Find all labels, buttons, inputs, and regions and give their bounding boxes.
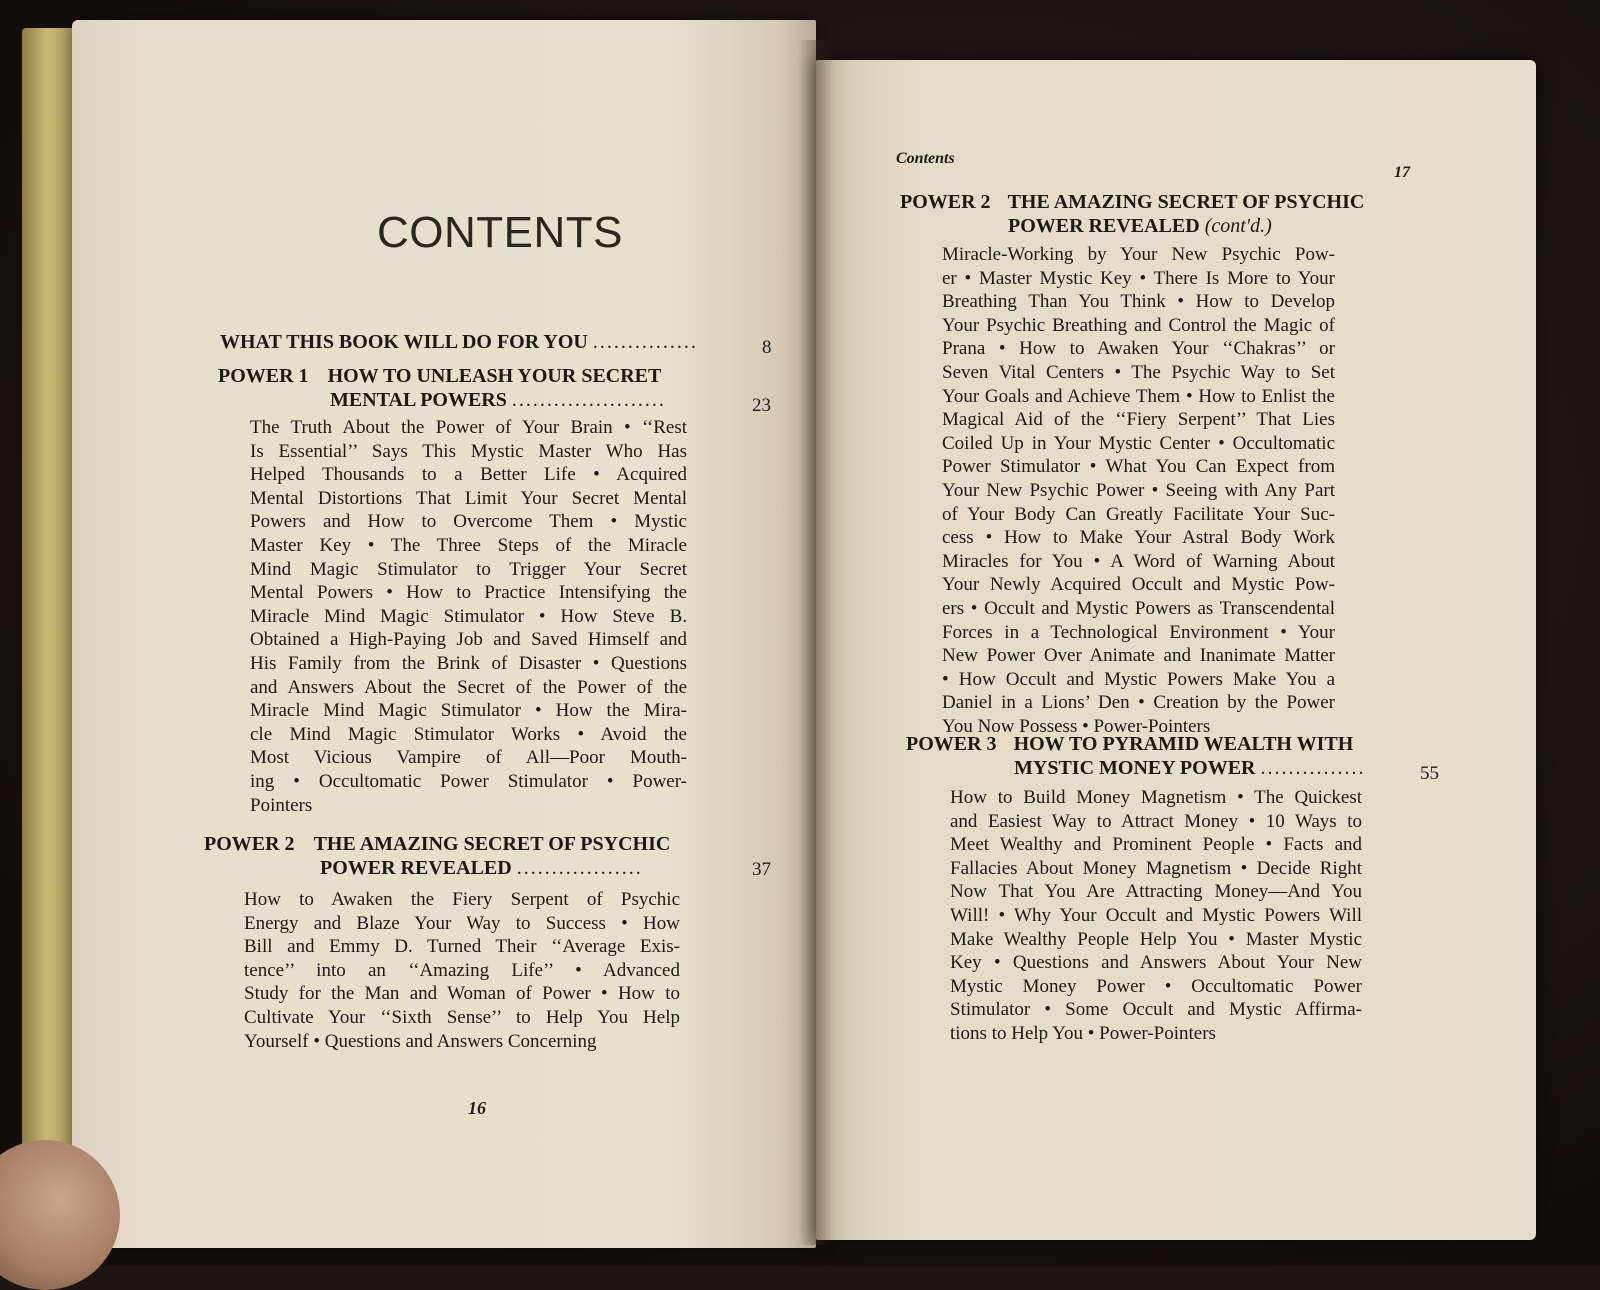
chapter-title-line-2: MYSTIC MONEY POWER (1014, 757, 1256, 779)
chapter-title-line-1: HOW TO UNLEASH YOUR SECRET (327, 365, 662, 387)
description-line: Breathing Than You Think • How to Develop (942, 291, 1335, 313)
description-line: Is Essential’’ Says This Mystic Master Who Has (250, 440, 687, 462)
page-number: 8 (762, 337, 772, 358)
chapter-label: POWER 3 (906, 733, 997, 755)
description-line: Meet Wealthy and Prominent People • Facts and (950, 834, 1362, 856)
description-line: and Easiest Way to Attract Money • 10 Ways to (950, 810, 1362, 832)
description-line: Powers and How to Overcome Them • Mystic (250, 511, 687, 533)
page-number: 55 (1420, 763, 1439, 784)
chapter-title-line-1: THE AMAZING SECRET OF PSYCHIC (313, 833, 671, 855)
description-line: Now That You Are Attracting Money—And You (950, 881, 1362, 903)
description-line: Miracles for You • A Word of Warning About (942, 550, 1335, 572)
description-line: cle Mind Magic Stimulator Works • Avoid the (250, 723, 687, 745)
chapter-label: POWER 2 (204, 833, 295, 855)
description-line: How to Build Money Magnetism • The Quickest (950, 787, 1362, 808)
description-line: Mental Distortions That Limit Your Secret Mental (250, 487, 687, 509)
description-line: Make Wealthy People Help You • Master Mystic (950, 928, 1362, 950)
chapter-title-line-1: HOW TO PYRAMID WEALTH WITH (1013, 733, 1354, 755)
description-line: Your Newly Acquired Occult and Mystic Pow- (942, 574, 1335, 596)
description-line: tions to Help You • Power-Pointers (950, 1022, 1216, 1044)
description-line: Your New Psychic Power • Seeing with Any Part (942, 479, 1335, 501)
description-line: Your Psychic Breathing and Control the Magic of (942, 314, 1335, 336)
toc-entry-power-2 (204, 832, 774, 880)
description-line: er • Master Mystic Key • There Is More to Your (942, 267, 1335, 289)
description-line: Cultivate Your ‘‘Sixth Sense’’ to Help You Help (244, 1006, 680, 1028)
dot-leader: ...................... (511, 389, 666, 411)
description-line: Power Stimulator • What You Can Expect from (942, 456, 1335, 478)
description-line: Your Goals and Achieve Them • How to Enlist the (942, 385, 1335, 407)
page-number: 23 (752, 395, 771, 416)
description-line: Bill and Emmy D. Turned Their ‘‘Average Exis- (244, 936, 680, 958)
description-line: tence’’ into an ‘‘Amazing Life’’ • Advanced (244, 959, 680, 981)
chapter-label: POWER 2 (900, 191, 991, 213)
description-line: New Power Over Animate and Inanimate Matter (942, 645, 1335, 667)
description-line: Mind Magic Stimulator to Trigger Your Secret (250, 558, 687, 580)
chapter-title-line-1: THE AMAZING SECRET OF PSYCHIC (1007, 191, 1365, 213)
description-line: of Your Body Can Greatly Facilitate Your Suc- (942, 503, 1335, 525)
description-line: Yourself • Questions and Answers Concerning (244, 1030, 597, 1052)
description-line: His Family from the Brink of Disaster • Questions (250, 652, 687, 674)
contents-heading: CONTENTS (377, 208, 623, 257)
description-line: The Truth About the Power of Your Brain • ‘‘Rest (250, 417, 687, 438)
description-line: Seven Vital Centers • The Psychic Way to Set (942, 361, 1335, 383)
description-line: Master Key • The Three Steps of the Miracle (250, 534, 687, 556)
chapter-title-line-2: POWER REVEALED (1008, 215, 1200, 237)
dot-leader: ............... (592, 331, 698, 353)
description-line: Prana • How to Awaken Your ‘‘Chakras’’ or (942, 338, 1335, 360)
chapter-description-power-1 (250, 416, 687, 817)
description-line: Obtained a High-Paying Job and Saved Himself and (250, 629, 687, 651)
description-line: Fallacies About Money Magnetism • Decide Right (950, 857, 1362, 879)
toc-entry-power-1 (218, 364, 778, 416)
continued-marker: (cont'd.) (1204, 215, 1272, 237)
description-line: Helped Thousands to a Better Life • Acquired (250, 464, 687, 486)
chapter-description-power-3 (950, 786, 1362, 1046)
description-line: You Now Possess • Power-Pointers (942, 715, 1211, 737)
description-line: Pointers (250, 794, 313, 816)
description-line: Study for the Man and Woman of Power • How to (244, 983, 680, 1005)
description-line: Energy and Blaze Your Way to Success • How (244, 912, 680, 934)
description-line: Most Vicious Vampire of All—Poor Mouth- (250, 747, 687, 769)
chapter-title-line-2: POWER REVEALED (320, 857, 512, 879)
toc-entry-title: WHAT THIS BOOK WILL DO FOR YOU (220, 331, 588, 353)
dot-leader: ............... (1260, 757, 1366, 779)
description-line: Miracle Mind Magic Stimulator • How Steve B. (250, 605, 687, 627)
description-line: Mystic Money Power • Occultomatic Power (950, 975, 1362, 997)
description-line: Coiled Up in Your Mystic Center • Occultomatic (942, 432, 1335, 454)
description-line: Forces in a Technological Environment • Your (942, 621, 1335, 643)
page-number-right: 17 (1394, 164, 1410, 181)
description-line: • How Occult and Mystic Powers Make You a (942, 668, 1335, 690)
description-line: cess • How to Make Your Astral Body Work (942, 527, 1335, 549)
page-number-left: 16 (468, 1098, 486, 1118)
description-line: Daniel in a Lions’ Den • Creation by the Power (942, 692, 1335, 714)
description-line: Mental Powers • How to Practice Intensifying the (250, 582, 687, 604)
chapter-description-power-2-contd (942, 243, 1335, 738)
description-line: Miracle-Working by Your New Psychic Pow- (942, 244, 1335, 265)
toc-entry-power-3 (906, 732, 1446, 784)
description-line: ers • Occult and Mystic Powers as Transcendental (942, 597, 1335, 619)
chapter-title-line-2: MENTAL POWERS (330, 389, 507, 411)
description-line: Stimulator • Some Occult and Mystic Affirma- (950, 999, 1362, 1021)
page-number: 37 (752, 859, 771, 880)
book-gutter (798, 40, 834, 1245)
dot-leader: .................. (516, 857, 643, 879)
description-line: ing • Occultomatic Power Stimulator • Power- (250, 770, 687, 792)
running-head: Contents (896, 150, 955, 167)
chapter-description-power-2 (244, 888, 680, 1053)
toc-entry-intro (220, 330, 772, 358)
description-line: Will! • Why Your Occult and Mystic Powers Will (950, 904, 1362, 926)
description-line: Key • Questions and Answers About Your New (950, 952, 1362, 974)
chapter-label: POWER 1 (218, 365, 309, 387)
description-line: How to Awaken the Fiery Serpent of Psychic (244, 889, 680, 910)
description-line: Magical Aid of the ‘‘Fiery Serpent’’ That Lies (942, 409, 1335, 431)
description-line: and Answers About the Secret of the Power of the (250, 676, 687, 698)
description-line: Miracle Mind Magic Stimulator • How the Mira- (250, 700, 687, 722)
toc-entry-power-2-contd (900, 190, 1380, 238)
